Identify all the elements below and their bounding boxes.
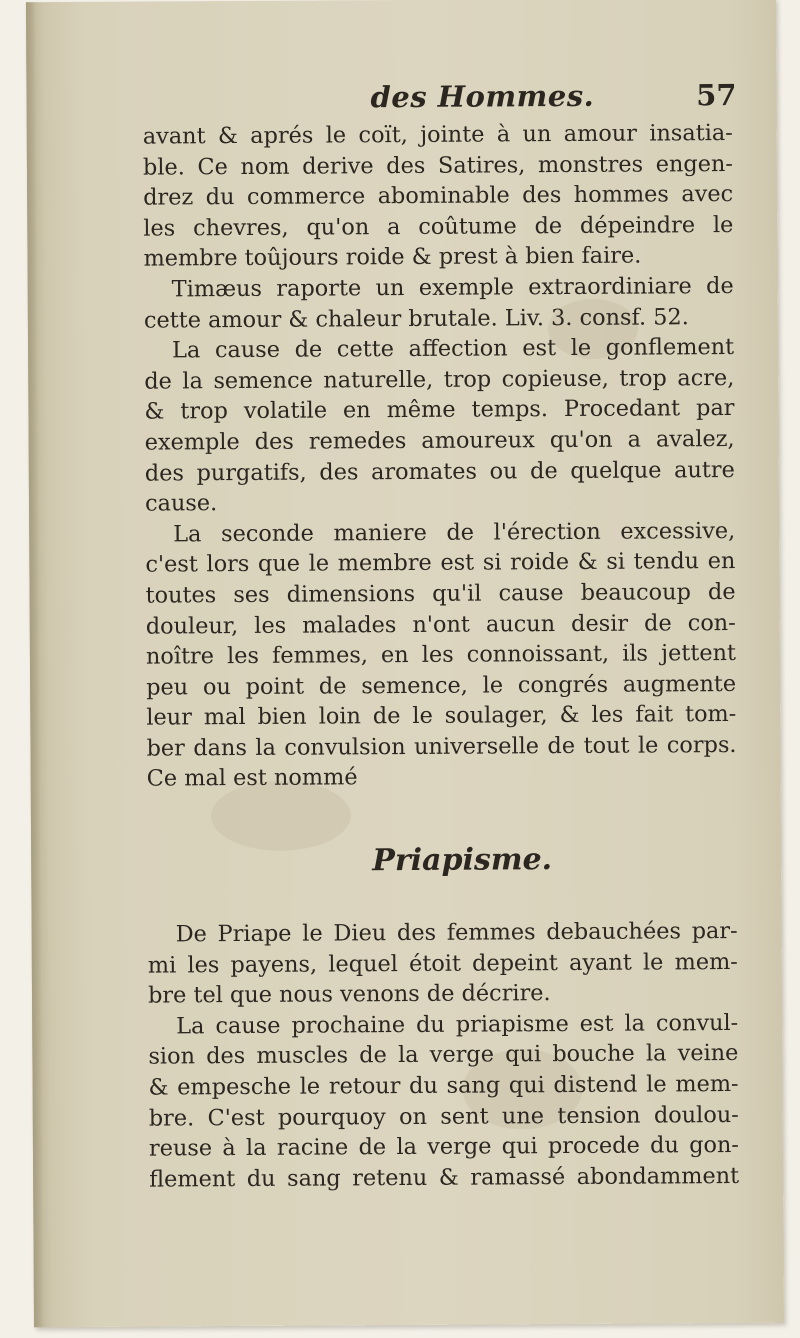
paragraph-5 — [148, 916, 739, 1011]
text-line: ble. Ce nom derive des Satires, monstres engen- — [142, 150, 734, 181]
text-line: peu ou point de semence, le congrés augmente — [146, 670, 737, 701]
text-line: bre. C'est pourquoy on sent une tension doulou- — [148, 1101, 739, 1132]
page-text — [142, 78, 739, 1195]
text-line: cette amour & chaleur brutale. Liv. 3. consf. 52. — [143, 303, 689, 334]
text-line: drez du commerce abominable des hommes avec — [143, 181, 734, 211]
text-line: Ce mal est nommé — [146, 764, 358, 793]
text-line: toutes ses dimensions qu'il cause beaucoup de — [145, 578, 736, 609]
text-line: Timæus raporte un exemple extraordiniare de — [171, 272, 734, 303]
paragraph-4 — [145, 516, 737, 795]
text-line: & trop volatile en même temps. Procedant par — [144, 395, 735, 425]
text-line: La seconde maniere de l'érection excessive, — [173, 517, 736, 548]
text-line: leur mal bien loin de le soulager, & les fait tom- — [146, 701, 737, 731]
running-head — [142, 77, 737, 122]
text-line: reuse à la racine de la verge qui procede du gon- — [148, 1132, 740, 1162]
text-line: des purgatifs, des aromates ou de quelque autre — [144, 456, 735, 487]
text-line: c'est lors que le membre est si roide & si tendu en — [145, 548, 736, 578]
paragraph-3 — [144, 332, 735, 519]
page-number: 57 — [696, 77, 737, 113]
text-line: exemple des remedes amoureux qu'on a avalez, — [144, 425, 735, 456]
text-line: sion des muscles de la verge qui bouche la veine — [148, 1040, 739, 1071]
text-line: avant & aprés le coït, jointe à un amour insatia- — [142, 119, 733, 150]
text-line: membre toûjours roide & prest à bien faire. — [143, 242, 642, 272]
text-line: & empesche le retour du sang qui distend le mem- — [148, 1071, 739, 1101]
text-line: les chevres, qu'on a coûtume de dépeindre le — [143, 211, 734, 242]
page-binding-edge — [26, 2, 44, 1327]
text-line: douleur, les malades n'ont aucun desir de con- — [145, 609, 736, 640]
book-page — [26, 0, 784, 1327]
text-line: mi les payens, lequel étoit depeint ayant le mem- — [147, 948, 738, 979]
running-title: des Hommes. — [370, 78, 595, 115]
text-line: bre tel que nous venons de décrire. — [147, 980, 551, 1009]
text-line: ber dans la convulsion universelle de tout le corps. — [146, 731, 737, 762]
paragraph-1 — [143, 118, 734, 275]
text-line: cause. — [144, 490, 218, 517]
text-line: La cause de cette affection est le gonflement — [172, 334, 735, 364]
text-line: De Priape le Dieu des femmes debauchées par- — [175, 918, 738, 948]
text-line: de la semence naturelle, trop copieuse, trop acre, — [144, 364, 735, 395]
text-line: noître les femmes, en les connoissant, ils jettent — [145, 640, 737, 670]
paragraph-6 — [148, 1008, 739, 1195]
section-title: Priapisme. — [372, 842, 553, 879]
paragraph-2 — [144, 271, 734, 336]
text-line: flement du sang retenu & ramassé abondamment — [149, 1162, 740, 1193]
text-line: La cause prochaine du priapisme est la convul- — [176, 1009, 739, 1040]
